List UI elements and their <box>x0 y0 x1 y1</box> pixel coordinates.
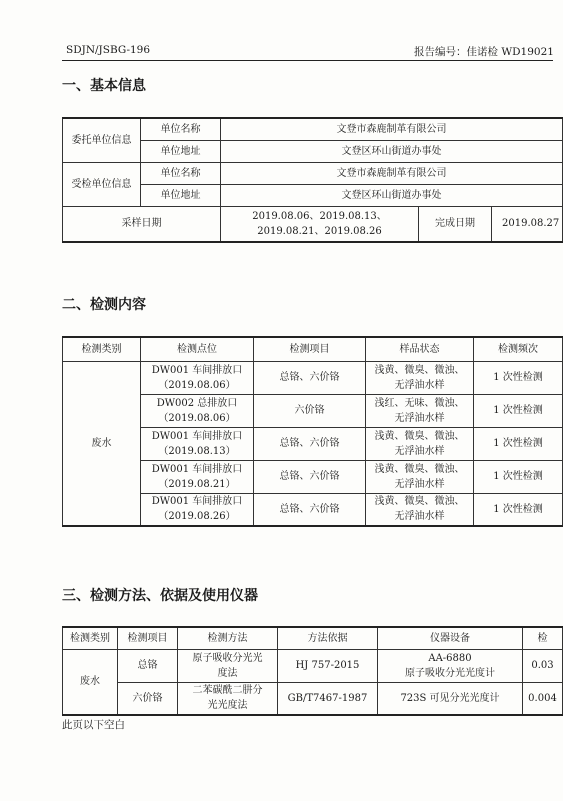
inspected-group-label: 受检单位信息 <box>63 162 141 206</box>
header-frequency: 检测频次 <box>474 337 563 361</box>
client-name-label: 单位名称 <box>141 118 221 140</box>
state-cell: 浅黄、微臭、微浊、 无浮油水样 <box>366 361 474 394</box>
basis-cell: GB/T7467-1987 <box>278 682 378 715</box>
header-category: 检测类别 <box>63 337 141 361</box>
table-row <box>63 682 563 715</box>
client-address-value: 文登区环山街道办事处 <box>221 140 563 162</box>
category-cell: 废水 <box>63 361 141 526</box>
completion-date-label: 完成日期 <box>419 207 492 241</box>
point-cell: DW001 车间排放口 （2019.08.26） <box>141 493 254 526</box>
items-cell: 总铬、六价铬 <box>254 493 366 526</box>
method-table <box>62 626 563 716</box>
section2-title: 二、检测内容 <box>62 297 146 313</box>
section1-title: 一、基本信息 <box>62 78 146 94</box>
method-cell: 二苯碳酰二肼分 光光度法 <box>178 682 278 715</box>
limit-cell: 0.03 <box>523 649 563 682</box>
header-item: 检测项目 <box>118 627 178 649</box>
basis-cell: HJ 757-2015 <box>278 649 378 682</box>
document-code: SDJN/JSBG-196 <box>66 44 151 56</box>
section3-title: 三、检测方法、依据及使用仪器 <box>62 588 258 604</box>
inspected-address-label: 单位地址 <box>141 184 221 206</box>
instrument-cell: 723S 可见分光光度计 <box>378 682 523 715</box>
header-point: 检测点位 <box>141 337 254 361</box>
items-cell: 六价铬 <box>254 394 366 427</box>
client-address-label: 单位地址 <box>141 140 221 162</box>
state-cell: 浅黄、微臭、微浊、 无浮油水样 <box>366 427 474 460</box>
state-cell: 浅黄、微臭、微浊、 无浮油水样 <box>366 460 474 493</box>
header-divider <box>62 60 553 61</box>
header-limit: 检 <box>523 627 563 649</box>
header-category: 检测类别 <box>63 627 118 649</box>
point-cell: DW001 车间排放口 （2019.08.13） <box>141 427 254 460</box>
inspected-name-label: 单位名称 <box>141 162 221 184</box>
items-cell: 总铬、六价铬 <box>254 460 366 493</box>
basic-info-table <box>62 117 563 243</box>
completion-cell <box>419 206 563 242</box>
frequency-cell: 1 次性检测 <box>474 493 563 526</box>
point-cell: DW001 车间排放口 （2019.08.21） <box>141 460 254 493</box>
test-content-table <box>62 336 563 527</box>
point-cell: DW002 总排放口 （2019.08.06） <box>141 394 254 427</box>
header-instrument: 仪器设备 <box>378 627 523 649</box>
report-number: 报告编号：佳诺检 WD19021 <box>414 46 554 58</box>
item-cell: 总铬 <box>118 649 178 682</box>
client-name-value: 文登市森鹿制革有限公司 <box>221 118 563 140</box>
header-items: 检测项目 <box>254 337 366 361</box>
point-cell: DW001 车间排放口 （2019.08.06） <box>141 361 254 394</box>
instrument-cell: AA-6880 原子吸收分光光度计 <box>378 649 523 682</box>
sampling-dates: 2019.08.06、2019.08.13、 2019.08.21、2019.08.26 <box>221 206 419 242</box>
frequency-cell: 1 次性检测 <box>474 427 563 460</box>
frequency-cell: 1 次性检测 <box>474 460 563 493</box>
inspected-name-value: 文登市森鹿制革有限公司 <box>221 162 563 184</box>
header-sample-state: 样品状态 <box>366 337 474 361</box>
client-group-label: 委托单位信息 <box>63 118 141 162</box>
items-cell: 总铬、六价铬 <box>254 361 366 394</box>
category-cell: 废水 <box>63 649 118 715</box>
header-method: 检测方法 <box>178 627 278 649</box>
table-row <box>63 361 563 394</box>
completion-date-value: 2019.08.27 <box>502 218 560 229</box>
state-cell: 浅黄、微臭、微浊、 无浮油水样 <box>366 493 474 526</box>
sampling-date-label: 采样日期 <box>63 206 221 242</box>
inspected-address-value: 文登区环山街道办事处 <box>221 184 563 206</box>
table-row <box>63 649 563 682</box>
blank-below-note: 此页以下空白 <box>62 719 125 731</box>
header-basis: 方法依据 <box>278 627 378 649</box>
method-cell: 原子吸收分光光 度法 <box>178 649 278 682</box>
frequency-cell: 1 次性检测 <box>474 361 563 394</box>
limit-cell: 0.004 <box>523 682 563 715</box>
frequency-cell: 1 次性检测 <box>474 394 563 427</box>
state-cell: 浅红、无味、微浊、 无浮油水样 <box>366 394 474 427</box>
items-cell: 总铬、六价铬 <box>254 427 366 460</box>
item-cell: 六价铬 <box>118 682 178 715</box>
